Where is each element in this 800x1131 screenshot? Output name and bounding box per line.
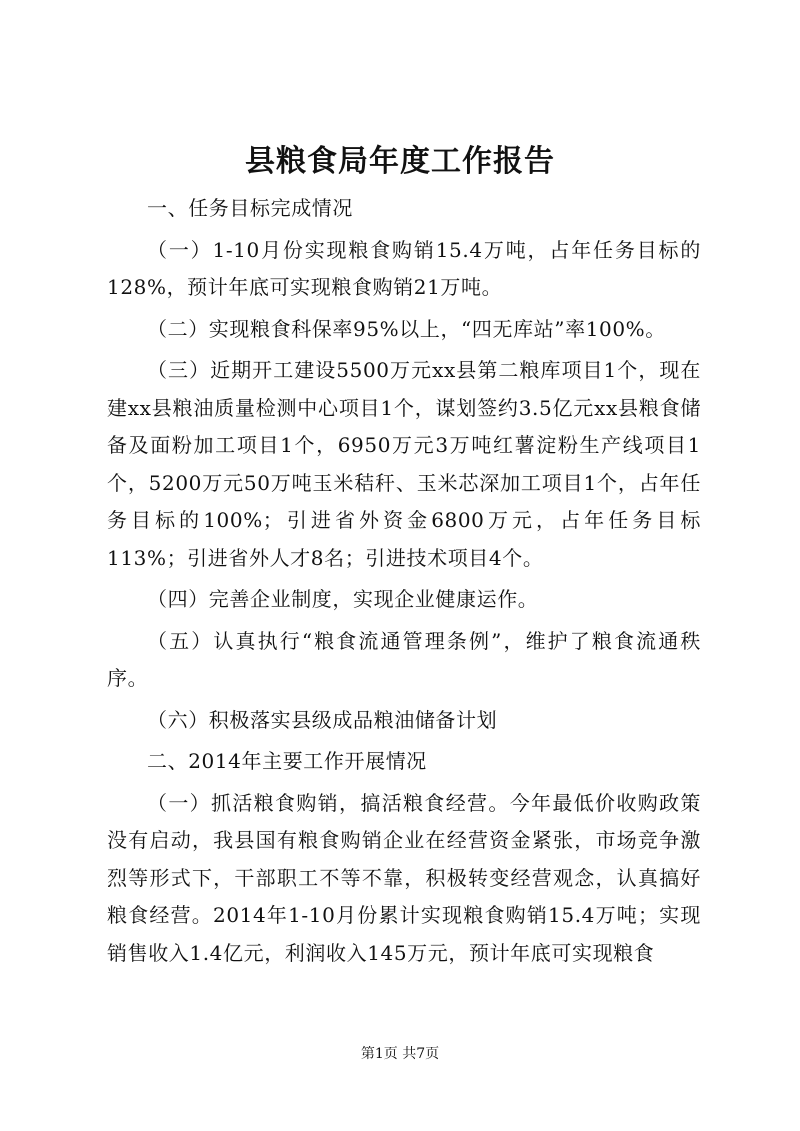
paragraph-1: （一）1-10月份实现粮食购销15.4万吨，占年任务目标的128%，预计年底可实现粮食购销21万吨。 [107, 237, 701, 299]
page-number: 第1页 共7页 [360, 1046, 440, 1062]
paragraph-7: （一）抓活粮食购销，搞活粮食经营。今年最低价收购政策没有启动，我县国有粮食购销企业在经营资金紧张，市场竞争激烈等形式下，干部职工不等不靠，积极转变经营观念，认真搞好粮食经营。2014年1-10月份累计实现粮食购销15.4万吨；实现销售收入1.4亿元，利润收入145万元，预计年底可实现粮食 [107, 790, 701, 965]
paragraph-2: （二）实现粮食科保率95%以上，“四无库站”率100%。 [147, 316, 666, 341]
paragraph-6: （六）积极落实县级成品粮油储备计划 [147, 707, 498, 732]
section-heading-1: 一、任务目标完成情况 [147, 196, 353, 220]
paragraph-5: （五）认真执行“粮食流通管理条例”，维护了粮食流通秩序。 [107, 628, 701, 690]
document-title: 县粮食局年度工作报告 [245, 144, 555, 179]
document-body [107, 190, 701, 972]
paragraph-3: （三）近期开工建设5500万元xx县第二粮库项目1个，现在建xx县粮油质量检测中心项目1个，谋划签约3.5亿元xx县粮食储备及面粉加工项目1个，6950万元3万吨红薯淀粉生产线项目1个，5200万元50万吨玉米秸秆、玉米芯深加工项目1个，占年任务目标的100%；引进省外资金6800万元，占年任务目标113%；引进省外人才8名；引进技术项目4个。 [107, 358, 701, 570]
paragraph-4: （四）完善企业制度，实现企业健康运作。 [147, 587, 539, 611]
section-heading-2: 二、2014年主要工作开展情况 [147, 749, 427, 773]
